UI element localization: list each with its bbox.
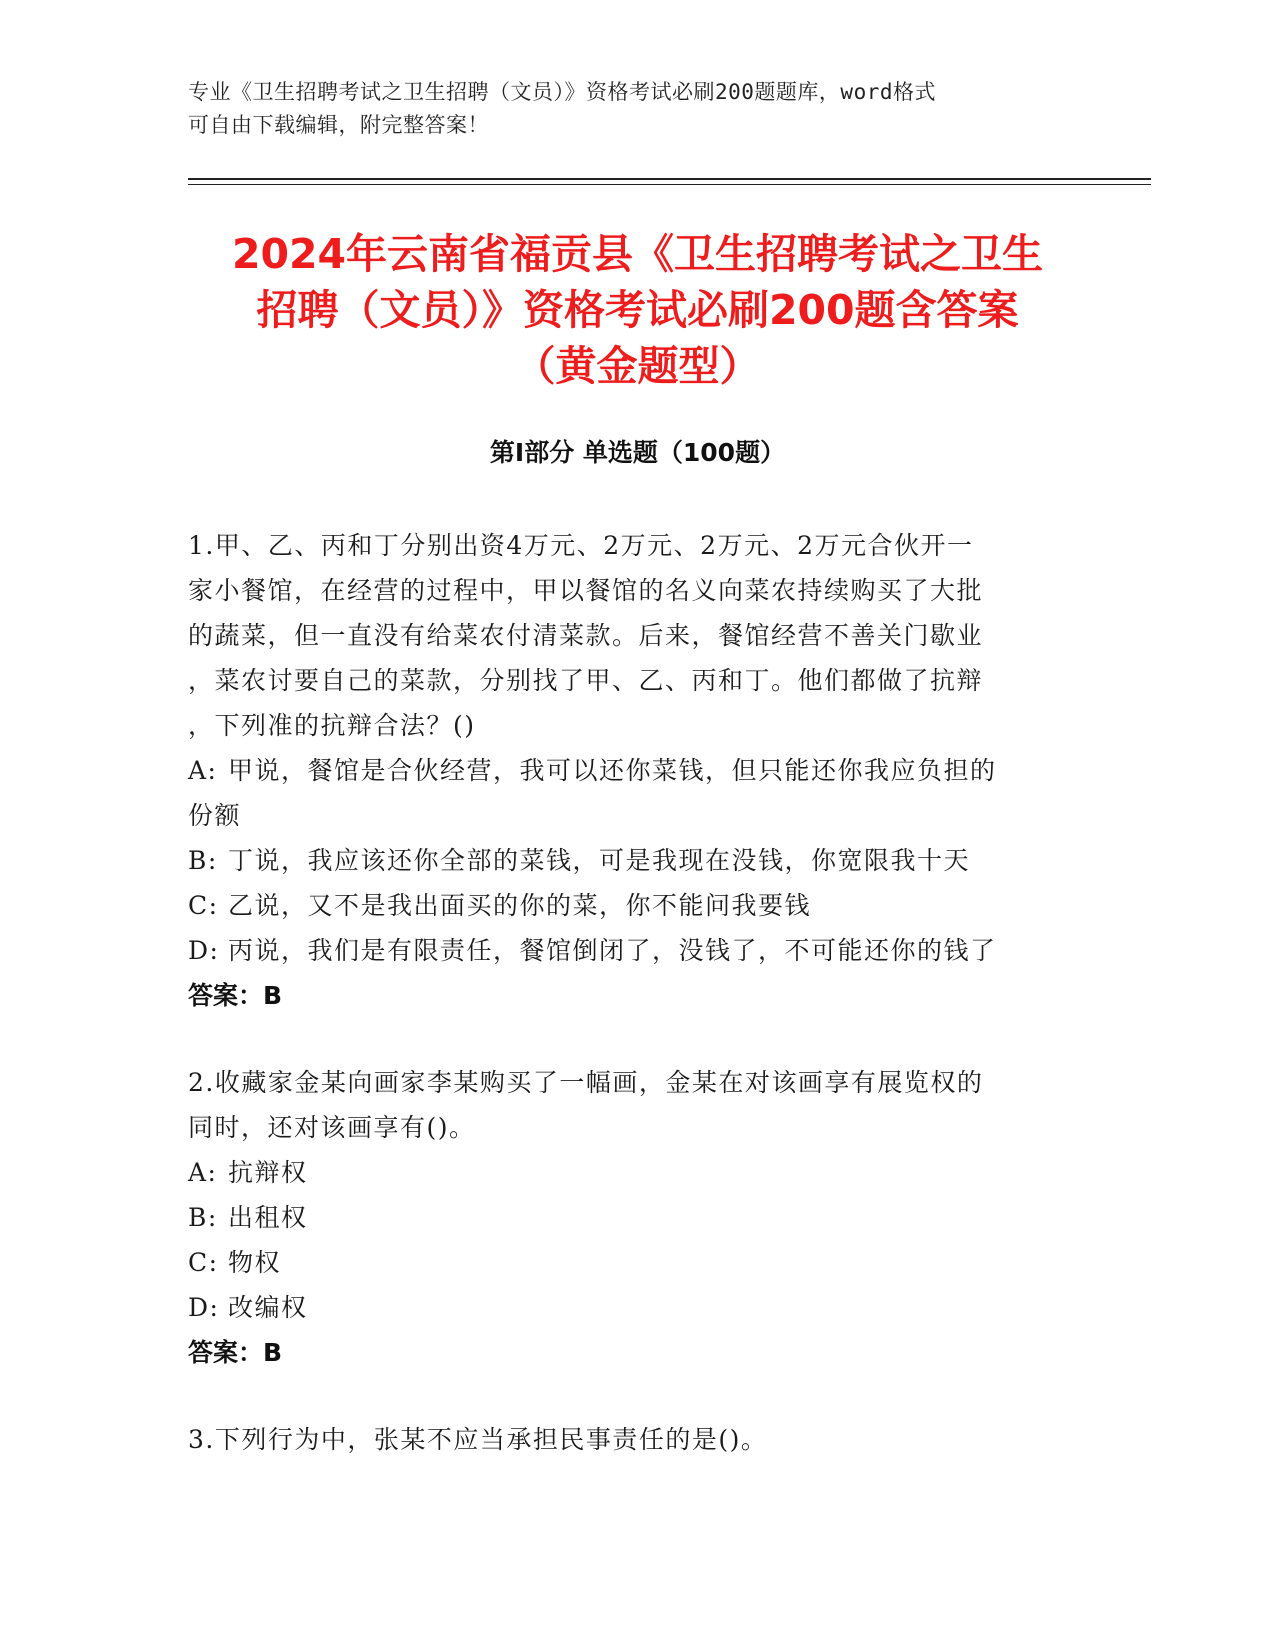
option-a (188, 748, 1068, 793)
header-note-line: 可自由下载编辑，附完整答案！ (188, 113, 489, 137)
option-letter: C: (188, 891, 219, 920)
option-c (188, 1240, 1068, 1285)
question-stem-line: 家小餐馆，在经营的过程中，甲以餐馆的名义向菜农持续购买了大批 (188, 576, 984, 605)
answer-label: 答案：B (188, 981, 283, 1010)
question-stem-line: ，菜农讨要自己的菜款，分别找了甲、乙、丙和丁。他们都做了抗辩 (188, 666, 984, 695)
option-letter: D: (188, 1293, 220, 1322)
question-2 (188, 1060, 1068, 1375)
question-1 (188, 523, 1068, 1018)
option-letter: A: (188, 1158, 218, 1187)
question-stem-line: 同时，还对该画享有()。 (188, 1113, 476, 1142)
option-text: 丁说，我应该还你全部的菜钱，可是我现在没钱，你宽限我十天 (228, 846, 971, 875)
option-text: 丙说，我们是有限责任，餐馆倒闭了，没钱了，不可能还你的钱了 (228, 936, 997, 965)
question-3 (188, 1417, 1068, 1462)
option-d (188, 1285, 1068, 1330)
option-c (188, 883, 1068, 928)
option-letter: D: (188, 936, 220, 965)
question-stem-line: ，下列准的抗辩合法？() (188, 711, 476, 740)
header-note-line: 专业《卫生招聘考试之卫生招聘（文员）》资格考试必刷200题题库，word格式 (188, 80, 936, 104)
option-b (188, 1195, 1068, 1240)
question-stem-line: 3.下列行为中，张某不应当承担民事责任的是()。 (188, 1425, 768, 1454)
option-a-continued: 份额 (188, 801, 242, 830)
question-stem-line: 1.甲、乙、丙和丁分别出资4万元、2万元、2万元、2万元合伙开一 (188, 531, 974, 560)
title-line: （黄金题型） (514, 342, 761, 390)
question-stem-line: 2.收藏家金某向画家李某购买了一幅画，金某在对该画享有展览权的 (188, 1068, 984, 1097)
option-text: 物权 (228, 1248, 282, 1277)
title-line: 2024年云南省福贡县《卫生招聘考试之卫生 (231, 230, 1044, 278)
section-title: 第Ⅰ部分 单选题（100题） (489, 438, 786, 467)
header-divider-thin (188, 184, 1151, 185)
title-line: 招聘（文员）》资格考试必刷200题含答案 (256, 286, 1019, 334)
option-text: 改编权 (228, 1293, 308, 1322)
header-divider-thick (188, 178, 1151, 180)
document-title (170, 226, 1105, 394)
header-note (188, 76, 1068, 142)
option-letter: B: (188, 1203, 218, 1232)
option-text: 抗辩权 (228, 1158, 308, 1187)
option-letter: A: (188, 756, 218, 785)
answer-label: 答案：B (188, 1338, 283, 1367)
option-text: 甲说，餐馆是合伙经营，我可以还你菜钱，但只能还你我应负担的 (228, 756, 997, 785)
option-letter: B: (188, 846, 218, 875)
question-list (188, 523, 1068, 1504)
option-text: 出租权 (228, 1203, 308, 1232)
option-b (188, 838, 1068, 883)
option-a (188, 1150, 1068, 1195)
option-text: 乙说，又不是我出面买的你的菜，你不能问我要钱 (228, 891, 812, 920)
option-letter: C: (188, 1248, 219, 1277)
option-d (188, 928, 1068, 973)
question-stem-line: 的蔬菜，但一直没有给菜农付清菜款。后来，餐馆经营不善关门歇业 (188, 621, 984, 650)
